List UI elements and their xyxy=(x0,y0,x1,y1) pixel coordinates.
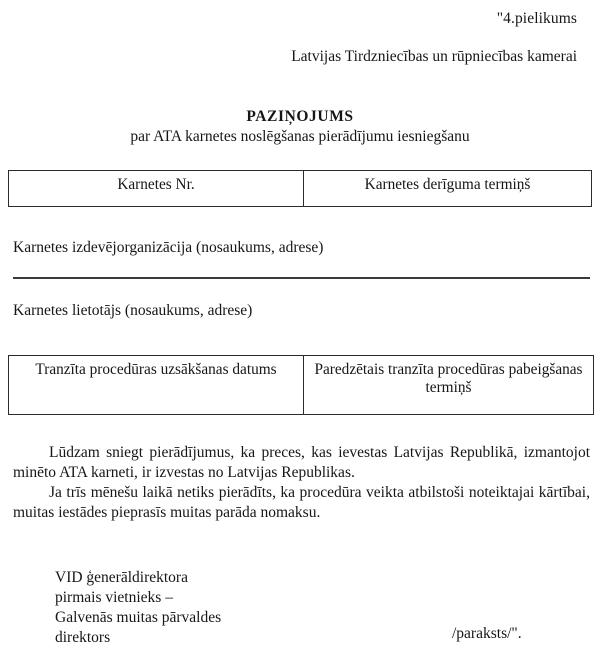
signature-line-3: Galvenās muitas pārvaldes xyxy=(55,609,222,627)
carnet-number-cell: Karnetes Nr. xyxy=(9,171,304,207)
body-text xyxy=(13,443,590,524)
annex-label: "4.pielikums xyxy=(496,10,577,27)
signature-line-1: VID ģenerāldirektora xyxy=(55,569,188,586)
signature-placeholder: /paraksts/". xyxy=(452,625,522,642)
table-row xyxy=(9,356,594,415)
holder-field-label: Karnetes lietotājs (nosaukums, adrese) xyxy=(13,302,253,319)
signature-line-2: pirmais vietnieks – xyxy=(55,589,173,607)
transit-details-table xyxy=(8,355,594,415)
addressee-line: Latvijas Tirdzniecības un rūpniecības kamerai xyxy=(291,48,577,65)
issuer-field-label: Karnetes izdevējorganizācija (nosaukums, adrese) xyxy=(13,239,324,256)
table-row xyxy=(9,171,592,207)
signature-line-4: direktors xyxy=(55,629,111,647)
transit-end-term-cell: Paredzētais tranzīta procedūras pabeigšanas termiņš xyxy=(304,356,594,415)
page-title: PAZIŅOJUMS xyxy=(246,108,354,125)
title-block xyxy=(0,108,600,146)
body-paragraph-1: Lūdzam sniegt pierādījumus, ka preces, kas ievestas Latvijas Republikā, izmantojot minēto ATA karneti, ir izvestas no Latvijas Republikas. xyxy=(13,444,590,482)
body-paragraph-2: Ja trīs mēnešu laikā netiks pierādīts, ka procedūra veikta atbilstoši noteiktajai kārtībai, muitas iestādes pieprasīs muitas parāda nomaksu. xyxy=(13,484,590,522)
transit-start-date-cell: Tranzīta procedūras uzsākšanas datums xyxy=(9,356,304,415)
divider-rule xyxy=(13,277,590,279)
signature-block xyxy=(55,568,221,649)
carnet-validity-cell: Karnetes derīguma termiņš xyxy=(304,171,592,207)
page-subtitle: par ATA karnetes noslēgšanas pierādījumu iesniegšanu xyxy=(130,128,470,146)
carnet-details-table xyxy=(8,170,592,207)
